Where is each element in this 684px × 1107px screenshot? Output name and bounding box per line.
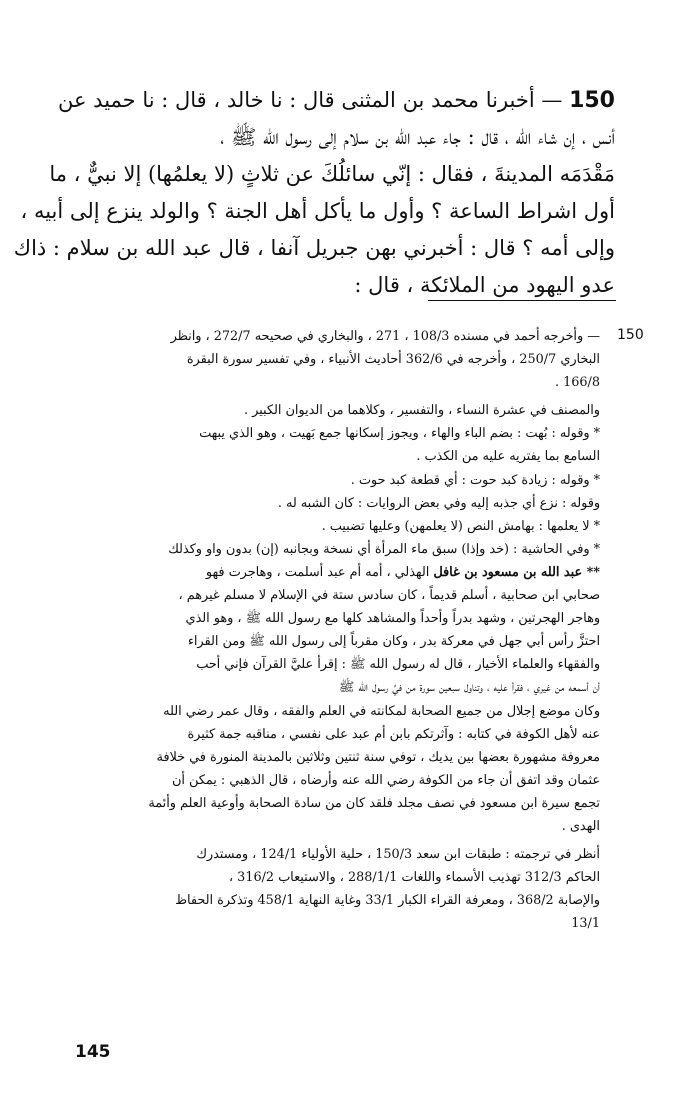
biography-line: ** عبد الله بن مسعود بن غافل الهذلي ، أمه أم عبد أسلمت ، وهاجرت فهو <box>205 564 600 580</box>
biography-line: الهدى . <box>561 818 600 834</box>
biography-line: معروفة مشهورة بعضها بين يديك ، توفي سنة ثنتين وثلاثين بالمدينة المنورة في خلافة <box>156 749 600 765</box>
hadith-line: وإلى أمه ؟ قال : أخبرني بهن جبريل آنفا ، قال عبد الله بن سلام : ذاك <box>13 236 615 260</box>
biography-line: تجمع سيرة ابن مسعود في نصف مجلد فلقد كان من سادة الصحابة وأوعية العلم وأئمة <box>148 795 600 811</box>
footnote-separator <box>428 300 616 301</box>
hadith-line: 150 — أخبرنا محمد بن المثنى قال : نا خالد ، قال : نا حميد عن <box>57 88 615 113</box>
biography-line: احتزَّ رأس أبي جهل في معركة بدر ، وكان مقرباً إلى رسول الله ﷺ ومن القراء <box>187 634 600 650</box>
hadith-line: أنس ، إن شاء الله ، قال : جاء عبد الله بن سلام إلى رسول الله ﷺ ، <box>220 125 615 149</box>
footnote-line: * وقوله : بُهت : بضم الباء والهاء ، ويجوز إسكانها جمع بَهيت ، وهو الذي يبهت <box>199 426 600 442</box>
footnote-line: البخاري 250/7 ، وأخرجه في 362/6 أحاديث الأنبياء ، وفي تفسير سورة البقرة <box>186 352 600 368</box>
biography-line: أن أسمعه من غيري ، فقرأ عليه ، وتناول سبعين سورة من فيِّ رسول الله ﷺ <box>338 680 600 696</box>
reference-line: الحاكم 312/3 تهذيب الأسماء واللغات 288/1/1 ، والاستيعاب 316/2 ، <box>228 870 600 886</box>
hadith-line: أول اشراط الساعة ؟ وأول ما يأكل أهل الجنة ؟ والولد ينزع إلى أبيه ، <box>20 199 615 223</box>
biography-line: صحابي ابن صحابية ، أسلم قديماً ، كان سادس ستة في الإسلام لا مسلم غيرهم ، <box>178 588 600 604</box>
footnote-line: وقوله : نزع أي جذبه إليه وفي بعض الروايات : كان الشبه له . <box>277 495 600 511</box>
reference-line: 13/1 <box>571 916 600 932</box>
footnote-line: — وأخرجه أحمد في مسنده 108/3 ، 271 ، والبخاري في صحيحه 272/7 ، وانظر <box>170 329 600 344</box>
biography-line: عنه لأهل الكوفة في كتابه : وآثرتكم بابن أم عبد على نفسي ، مناقبه جمة كثيرة <box>187 726 600 742</box>
page-number: 145 <box>75 1042 111 1062</box>
biography-line: والفقهاء والعلماء الأخيار ، قال له رسول الله ﷺ : إقرأ عليَّ القرآن فإني أحب <box>196 657 600 673</box>
footnote-line: والمصنف في عشرة النساء ، والتفسير ، وكلاهما من الديوان الكبير . <box>243 403 600 419</box>
hadith-number: 150 <box>569 88 615 113</box>
biography-name: ** عبد الله بن مسعود بن غافل <box>433 564 600 580</box>
biography-line: عثمان وقد اتفق أن جاء من الكوفة رضي الله عنه وأرضاه ، قال الذهبي : يمكن أن <box>172 772 600 788</box>
hadith-text <box>13 82 615 304</box>
footnote-line: * لا يعلمها : بهامش النص (لا يعلمهن) وعليها تضبيب . <box>321 518 600 534</box>
footnote-line: * وقوله : زيادة كبد حوت : أي قطعة كبد حوت . <box>350 472 600 488</box>
reference-line: أنظر في ترجمته : طبقات ابن سعد 150/3 ، حلية الأولياء 124/1 ، ومستدرك <box>196 847 600 863</box>
biography-line: وكان موضع إجلال من جميع الصحابة لمكانته في العلم والفقه ، وقال عمر رضي الله <box>163 703 600 719</box>
footnote-line: السامع بما يفتريه عليه من الكذب . <box>416 449 600 465</box>
hadith-line: مَقْدَمَه المدينةَ ، فقال : إنّي سائلُكَ عن ثلاثٍ (لا يعلمُها) إلا نبيٌّ ، ما <box>49 162 615 186</box>
hadith-line: عدو اليهود من الملائكة ، قال : <box>354 273 615 297</box>
footnote-number: 150 <box>617 327 644 343</box>
footnote-line: 166/8 . <box>554 375 600 391</box>
footnotes <box>70 325 600 935</box>
biography-line: وهاجر الهجرتين ، وشهد بدراً وأحداً والمشاهد كلها مع رسول الله ﷺ ، وهو الذي <box>185 611 600 627</box>
footnote-line: * وفي الحاشية : (خد وإذا) سبق ماء المرأة أي نسخة وبجانبه (إن) بدون واو وكذلك <box>168 541 600 557</box>
reference-line: والإصابة 368/2 ، ومعرفة القراء الكبار 33/1 وغاية النهاية 458/1 وتذكرة الحفاظ <box>175 893 600 909</box>
